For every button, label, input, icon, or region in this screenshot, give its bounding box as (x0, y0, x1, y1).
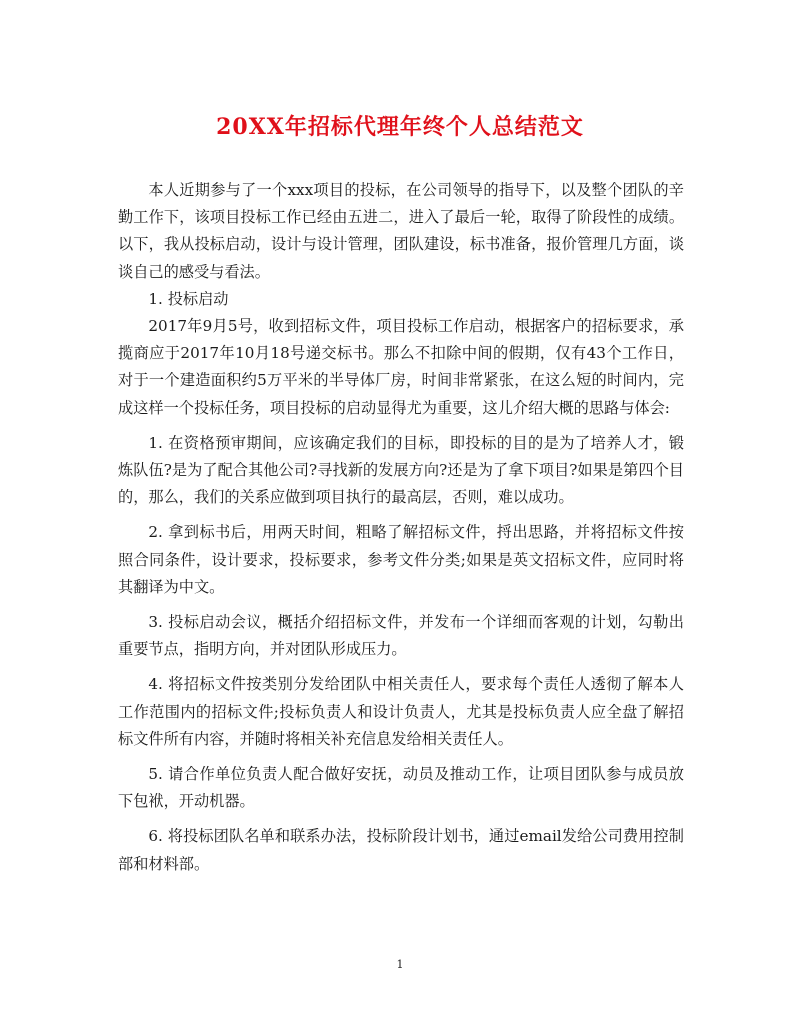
document-body (118, 177, 684, 878)
list-item-6: 6. 将投标团队名单和联系办法，投标阶段计划书，通过email发给公司费用控制部和材料部。 (118, 827, 684, 873)
intro-paragraph: 本人近期参与了一个xxx项目的投标，在公司领导的指导下，以及整个团队的辛勤工作下，该项目投标工作已经由五进二，进入了最后一轮，取得了阶段性的成绩。以下，我从投标启动，设计与设计管理，团队建设，标书准备，报价管理几方面，谈谈自己的感受与看法。 (118, 181, 684, 281)
section-heading-bid-start: 1. 投标启动 (148, 289, 229, 308)
list-item-2: 2. 拿到标书后，用两天时间，粗略了解招标文件，捋出思路，并将招标文件按照合同条件，设计要求，投标要求，参考文件分类;如果是英文招标文件，应同时将其翻译为中文。 (118, 523, 684, 596)
list-item-5: 5. 请合作单位负责人配合做好安抚，动员及推动工作，让项目团队参与成员放下包袱，开动机器。 (118, 765, 684, 811)
list-item-3: 3. 投标启动会议，概括介绍招标文件，并发布一个详细而客观的计划，勾勒出重要节点，指明方向，并对团队形成压力。 (118, 613, 684, 659)
list-item-1: 1. 在资格预审期间，应该确定我们的目标，即投标的目的是为了培养人才，锻炼队伍?是为了配合其他公司?寻找新的发展方向?还是为了拿下项目?如果是第四个目的，那么，我们的关系应做到项目执行的最高层，否则，难以成功。 (118, 433, 684, 507)
list-item-4: 4. 将招标文件按类别分发给团队中相关责任人，要求每个责任人透彻了解本人工作范围内的招标文件;投标负责人和设计负责人，尤其是投标负责人应全盘了解招标文件所有内容，并随时将相关补充信息发给相关责任人。 (118, 675, 684, 748)
page-number: 1 (396, 958, 404, 971)
timeline-paragraph: 2017年9月5号，收到招标文件，项目投标工作启动，根据客户的招标要求，承揽商应于2017年10月18号递交标书。那么不扣除中间的假期，仅有43个工作日，对于一个建造面积约5万平米的半导体厂房，时间非常紧张，在这么短的时间内，完成这样一个投标任务，项目投标的启动显得尤为重要，这儿介绍大概的思路与体会: (118, 317, 684, 417)
document-title: 20XX年招标代理年终个人总结范文 (216, 114, 584, 140)
